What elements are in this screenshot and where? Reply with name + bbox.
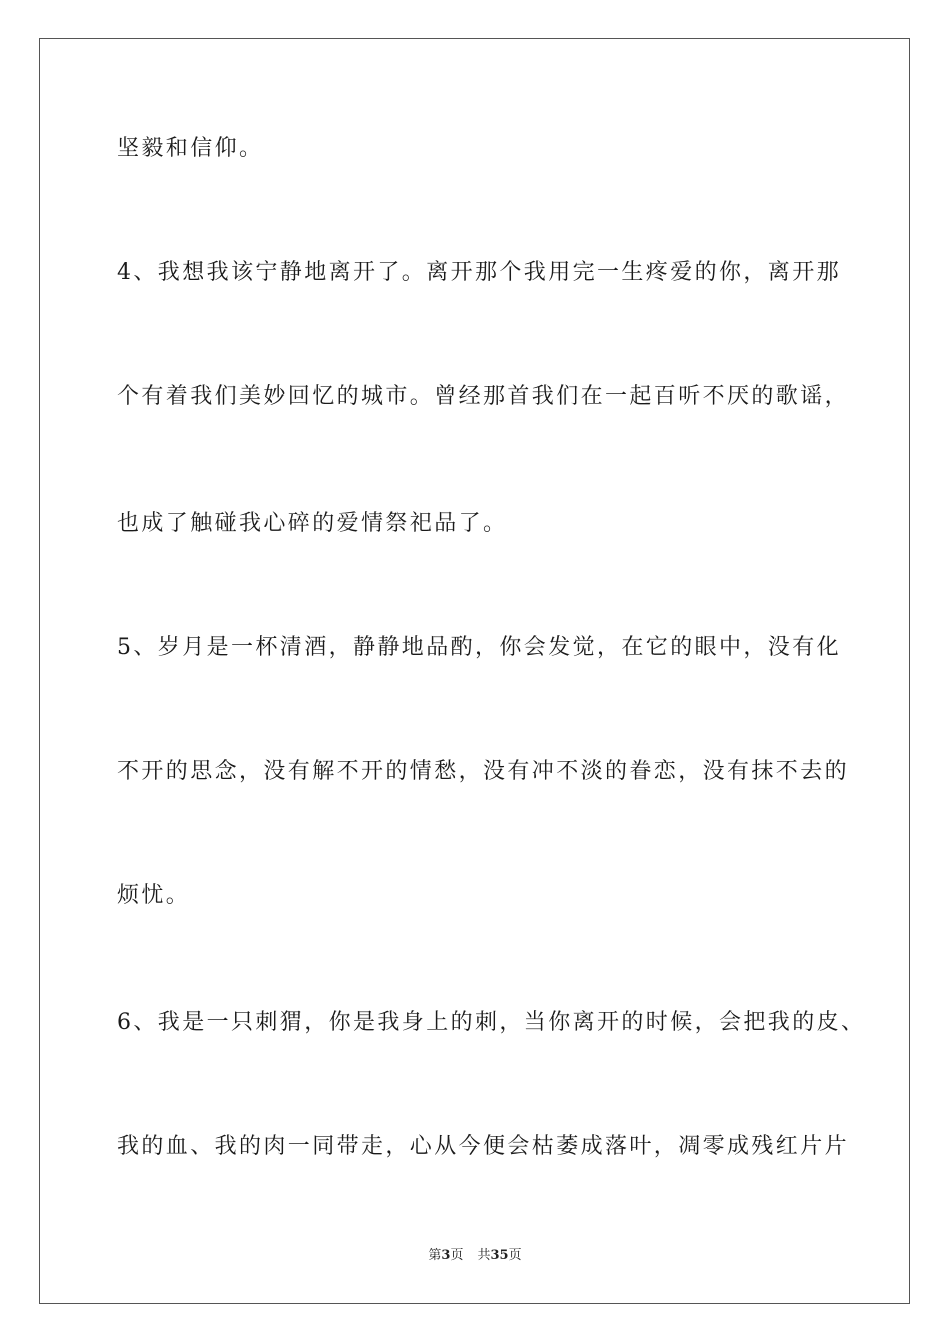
page-suffix: 页: [450, 1248, 464, 1263]
text-line-7: 烦忧。: [117, 883, 191, 908]
total-prefix: 共: [477, 1248, 491, 1263]
page-footer: [0, 1247, 950, 1265]
text-line-9: 我的血、我的肉一同带走，心从今便会枯萎成落叶，凋零成残红片片: [117, 1134, 850, 1159]
text-line-1: 坚毅和信仰。: [117, 136, 264, 161]
page-prefix: 第: [428, 1248, 442, 1263]
text-line-6: 不开的思念，没有解不开的情愁，没有冲不淡的眷恋，没有抹不去的: [117, 759, 850, 784]
text-line-5: 5、岁月是一杯清酒，静静地品酌，你会发觉，在它的眼中，没有化: [117, 635, 841, 660]
text-line-8: 6、我是一只刺猬，你是我身上的刺，当你离开的时候，会把我的皮、: [117, 1010, 866, 1035]
total-pages: 35: [490, 1248, 509, 1263]
text-line-4: 也成了触碰我心碎的爱情祭祀品了。: [117, 511, 508, 536]
page-number: 3: [441, 1248, 451, 1263]
total-suffix: 页: [508, 1248, 522, 1263]
text-line-2: 4、我想我该宁静地离开了。离开那个我用完一生疼爱的你，离开那: [117, 260, 841, 285]
text-line-3: 个有着我们美妙回忆的城市。曾经那首我们在一起百听不厌的歌谣，: [117, 384, 850, 409]
page-border: [39, 38, 910, 1304]
